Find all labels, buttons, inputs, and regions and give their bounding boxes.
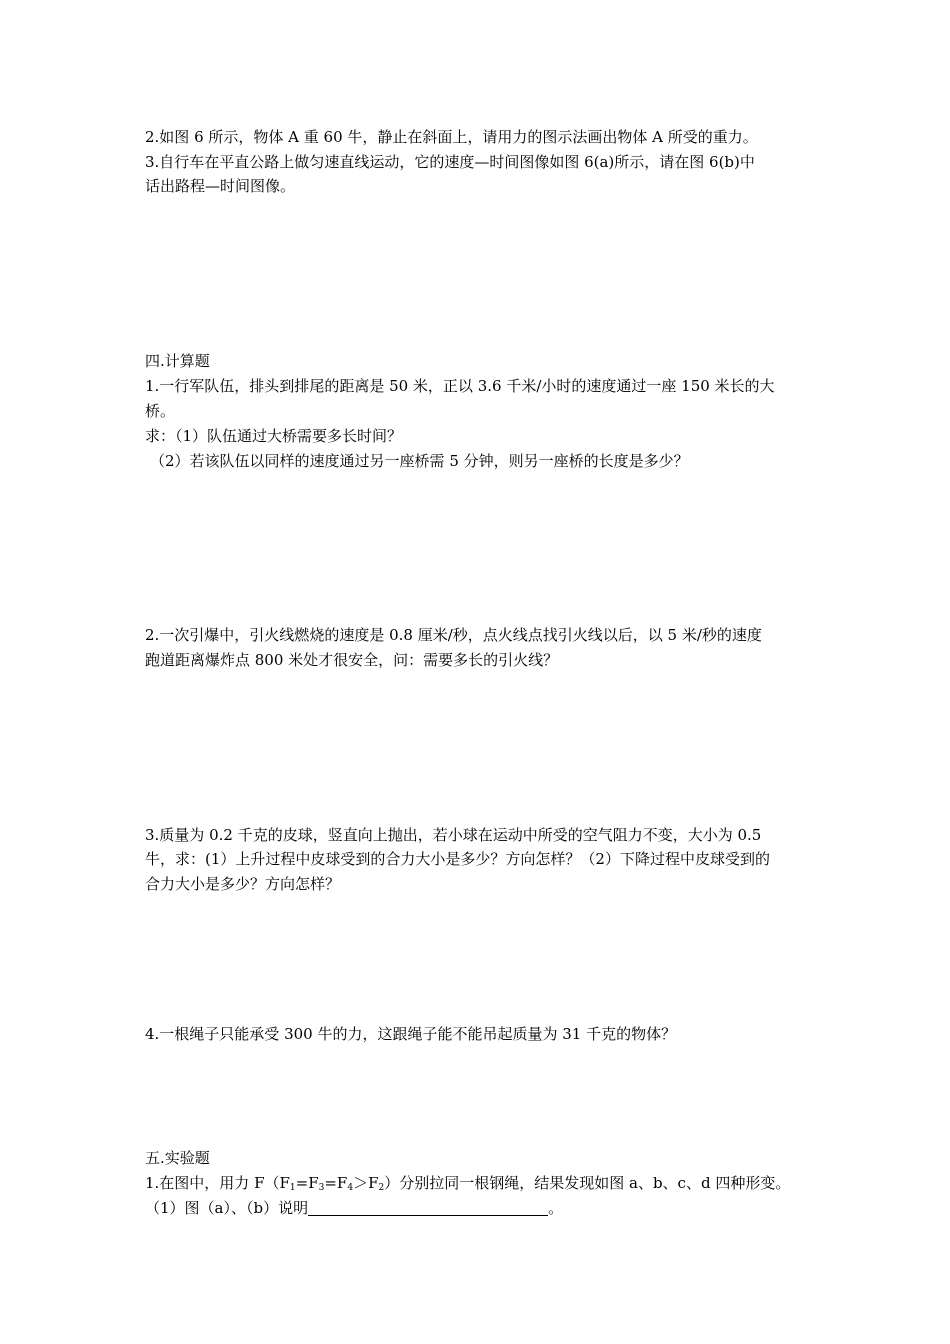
greater-than-f2: ＞F [353, 1174, 379, 1192]
section-5-heading: 五.实验题 [145, 1149, 210, 1167]
question-4-1-line3: 求：（1）队伍通过大桥需要多长时间？ [145, 427, 403, 445]
question-3-3-line2: 话出路程—时间图像。 [145, 177, 296, 195]
question-5-1-part1 [145, 1196, 563, 1220]
section-4-heading: 四.计算题 [145, 352, 210, 370]
subscript-3: 3 [318, 1183, 325, 1193]
question-4-2-line1: 2.一次引爆中，引火线燃烧的速度是 0.8 厘米/秒，点火线点找引火线以后，以 5 米/秒的速度 [145, 626, 762, 644]
question-3-2: 2.如图 6 所示，物体 A 重 60 牛，静止在斜面上，请用力的图示法画出物体 A 所受的重力。 [145, 128, 758, 146]
question-4-3-line3: 合力大小是多少？方向怎样？ [145, 875, 341, 893]
question-5-1-part1-prefix: （1）图（a）、（b）说明 [145, 1199, 309, 1217]
question-5-1-suffix: ）分别拉同一根钢绳，结果发现如图 a、b、c、d 四种形变。 [384, 1174, 791, 1192]
question-4-3-line2: 牛，求：(1）上升过程中皮球受到的合力大小是多少？方向怎样？（2）下降过程中皮球受到的 [145, 850, 770, 868]
subscript-4: 4 [347, 1183, 354, 1193]
subscript-1: 1 [289, 1183, 296, 1193]
subscript-2: 2 [378, 1183, 385, 1193]
question-4-3-line1: 3.质量为 0.2 千克的皮球，竖直向上抛出，若小球在运动中所受的空气阻力不变，大小为 0.5 [145, 826, 762, 844]
equals-f3: =F [295, 1174, 319, 1192]
question-4-4: 4.一根绳子只能承受 300 牛的力，这跟绳子能不能吊起质量为 31 千克的物体？ [145, 1025, 677, 1043]
question-5-1 [145, 1171, 790, 1195]
question-5-1-prefix: 1.在图中，用力 F（F [145, 1174, 290, 1192]
question-4-1-line4: （2）若该队伍以同样的速度通过另一座桥需 5 分钟，则另一座桥的长度是多少？ [150, 452, 689, 470]
question-4-2-line2: 跑道距离爆炸点 800 米处才很安全，问：需要多长的引火线？ [145, 651, 559, 669]
question-4-1-line1: 1.一行军队伍，排头到排尾的距离是 50 米，正以 3.6 千米/小时的速度通过一座 150 米长的大 [145, 377, 775, 395]
question-4-1-line2: 桥。 [145, 402, 176, 420]
question-3-3-line1: 3.自行车在平直公路上做匀速直线运动，它的速度—时间图像如图 6(a)所示，请在图 6(b)中 [145, 153, 755, 171]
answer-blank[interactable] [308, 1200, 548, 1216]
question-5-1-part1-suffix: 。 [548, 1199, 564, 1217]
equals-f4: =F [324, 1174, 348, 1192]
